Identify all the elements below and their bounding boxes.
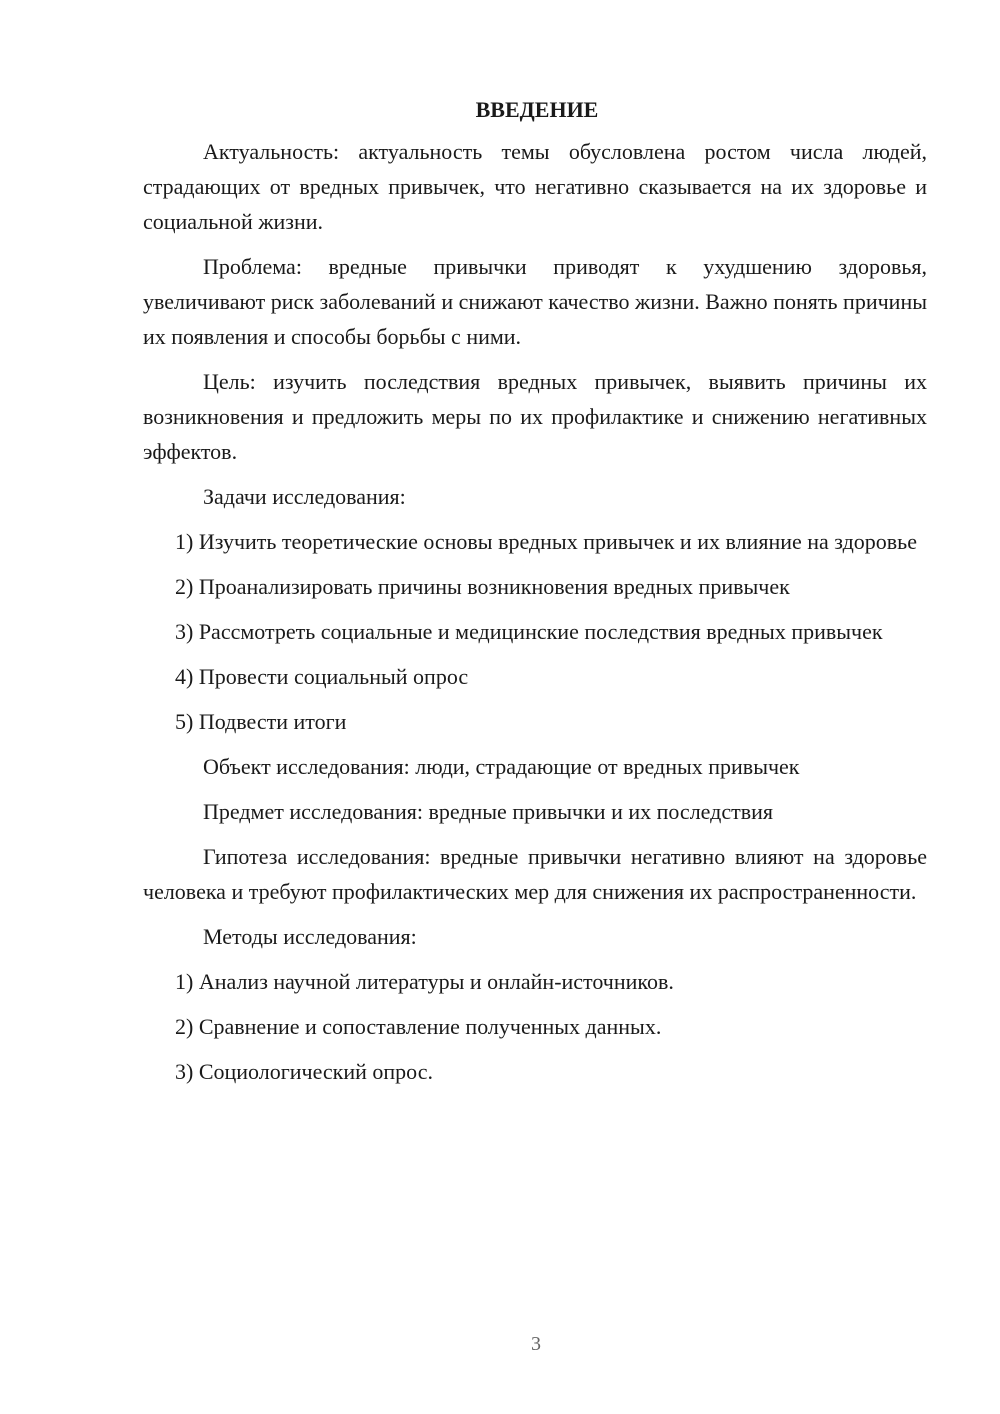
paragraph-hypothesis: Гипотеза исследования: вредные привычки негативно влияют на здоровье человека и требуют профилактических мер для снижения их распространенности.	[143, 844, 927, 904]
list-item: 1) Изучить теоретические основы вредных привычек и их влияние на здоровье	[175, 529, 917, 554]
tasks-heading: Задачи исследования:	[203, 484, 406, 509]
paragraph-object: Объект исследования: люди, страдающие от вредных привычек	[203, 754, 800, 779]
list-item: 2) Проанализировать причины возникновения вредных привычек	[175, 574, 790, 599]
page-content	[143, 92, 927, 1099]
methods-list	[143, 964, 927, 1089]
list-item: 5) Подвести итоги	[175, 709, 347, 734]
paragraph-relevance: Актуальность: актуальность темы обусловлена ростом числа людей, страдающих от вредных привычек, что негативно сказывается на их здоровье и социальной жизни.	[143, 139, 927, 234]
list-item: 3) Социологический опрос.	[175, 1059, 433, 1084]
methods-heading: Методы исследования:	[203, 924, 417, 949]
list-item: 2) Сравнение и сопоставление полученных данных.	[175, 1014, 662, 1039]
tasks-list	[143, 524, 927, 739]
list-item: 4) Провести социальный опрос	[175, 664, 469, 689]
paragraph-problem: Проблема: вредные привычки приводят к ухудшению здоровья, увеличивают риск заболеваний и снижают качество жизни. Важно понять причины их появления и способы борьбы с ними.	[143, 254, 927, 349]
list-item: 1) Анализ научной литературы и онлайн-источников.	[175, 969, 674, 994]
list-item: 3) Рассмотреть социальные и медицинские последствия вредных привычек	[175, 619, 883, 644]
paragraph-goal: Цель: изучить последствия вредных привычек, выявить причины их возникновения и предложить меры по их профилактике и снижению негативных эффектов.	[143, 369, 927, 464]
page-number: 3	[531, 1333, 541, 1355]
paragraph-subject: Предмет исследования: вредные привычки и их последствия	[203, 799, 774, 824]
section-title: ВВЕДЕНИЕ	[475, 97, 599, 122]
